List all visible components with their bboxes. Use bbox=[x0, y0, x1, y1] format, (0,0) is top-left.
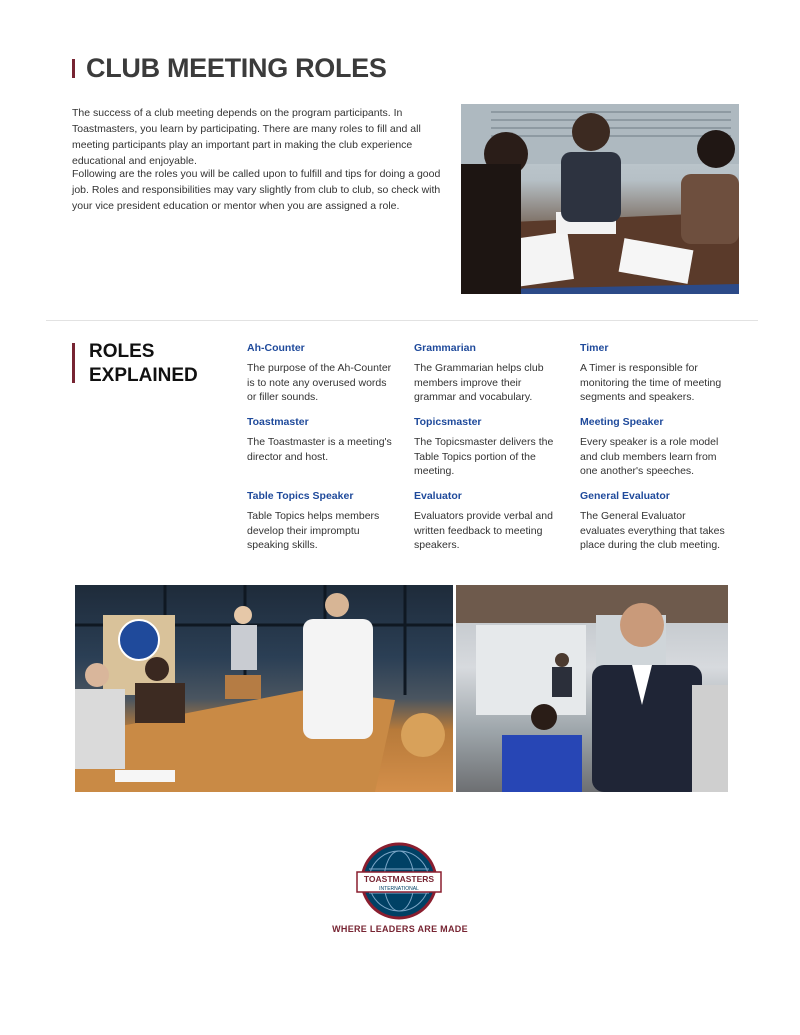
meeting-photo-illustration bbox=[461, 104, 739, 294]
section-divider bbox=[46, 320, 758, 321]
role-description: Every speaker is a role model and club members learn from one another's speeches. bbox=[580, 436, 719, 478]
speaker-photo bbox=[456, 585, 728, 792]
role-description: The General Evaluator evaluates everything that takes place during the club meeting. bbox=[580, 510, 725, 552]
role-name: Grammarian bbox=[414, 342, 476, 354]
role-description: The Topicsmaster delivers the Table Topics portion of the meeting. bbox=[414, 436, 554, 478]
roles-heading bbox=[89, 340, 198, 388]
role-name: Meeting Speaker bbox=[580, 416, 664, 428]
role-name: Timer bbox=[580, 342, 609, 354]
role-evaluator bbox=[414, 490, 562, 553]
title-accent-bar bbox=[72, 59, 75, 78]
role-name: Ah-Counter bbox=[247, 342, 305, 354]
role-description: The Toastmaster is a meeting's director and host. bbox=[247, 436, 392, 463]
role-grammarian bbox=[414, 342, 562, 405]
roles-heading-line1: ROLES bbox=[89, 341, 155, 362]
role-general-evaluator bbox=[580, 490, 728, 553]
speaker-photo-illustration bbox=[456, 585, 728, 792]
intro-paragraph-2: Following are the roles you will be called upon to fulfill and tips for doing a good job. Roles and responsibilities may vary slightly from club to club, so check with your vice president education or mentor when you are assigned a role. bbox=[72, 168, 441, 212]
role-name: Topicsmaster bbox=[414, 416, 482, 428]
toastmasters-logo bbox=[354, 842, 444, 920]
role-description: Evaluators provide verbal and written feedback to meeting speakers. bbox=[414, 510, 553, 552]
role-description: The purpose of the Ah-Counter is to note any overused words or filler sounds. bbox=[247, 362, 392, 404]
role-name: Evaluator bbox=[414, 490, 462, 502]
intro-paragraph-1: The success of a club meeting depends on the program participants. In Toastmasters, you learn by participating. There are many roles to fill and all meeting participants play an important part in making the club experience educational and enjoyable. bbox=[72, 107, 421, 167]
role-topicsmaster bbox=[414, 416, 562, 479]
role-name: Toastmaster bbox=[247, 416, 309, 428]
role-toastmaster bbox=[247, 416, 395, 464]
group-meeting-photo bbox=[75, 585, 453, 792]
globe-logo-icon bbox=[354, 842, 444, 920]
role-name: General Evaluator bbox=[580, 490, 670, 502]
page-title: CLUB MEETING ROLES bbox=[86, 53, 387, 83]
role-table-topics-speaker bbox=[247, 490, 395, 553]
role-description: Table Topics helps members develop their impromptu speaking skills. bbox=[247, 510, 380, 552]
role-description: A Timer is responsible for monitoring the time of meeting segments and speakers. bbox=[580, 362, 722, 404]
role-meeting-speaker bbox=[580, 416, 728, 479]
meeting-photo bbox=[461, 104, 739, 294]
group-meeting-photo-illustration bbox=[75, 585, 453, 792]
roles-accent-bar bbox=[72, 343, 75, 383]
role-ah-counter bbox=[247, 342, 395, 405]
logo-text-line2: INTERNATIONAL bbox=[379, 886, 419, 892]
logo-text-line1: TOASTMASTERS bbox=[363, 874, 435, 884]
role-description: The Grammarian helps club members improve their grammar and vocabulary. bbox=[414, 362, 544, 404]
role-timer bbox=[580, 342, 728, 405]
roles-heading-line2: EXPLAINED bbox=[89, 365, 198, 386]
tagline: WHERE LEADERS ARE MADE bbox=[332, 924, 468, 934]
role-name: Table Topics Speaker bbox=[247, 490, 354, 502]
